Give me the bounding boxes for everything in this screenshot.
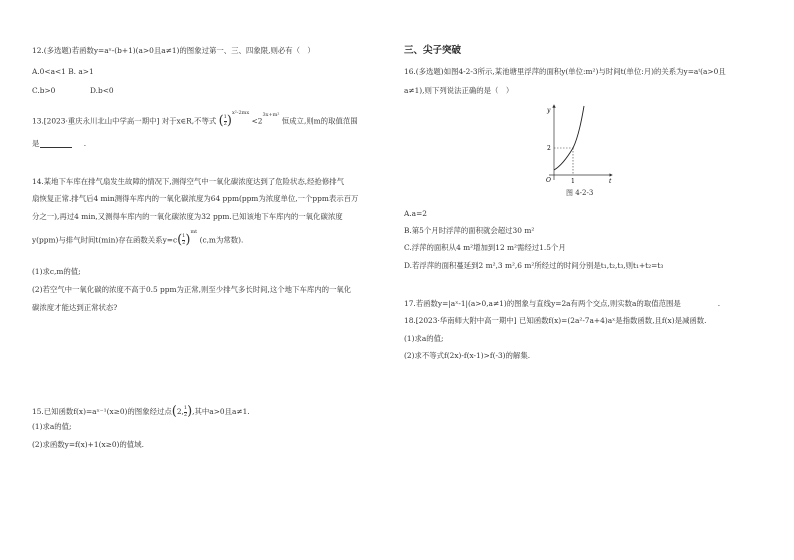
q15-line1: 15.已知函数f(x)=aˣ⁻¹(x≥0)的图象经过点(2, $\frac{1}{2}$ ),其中a>0且a≠1. xyxy=(32,404,250,419)
q13-suffix: 恒成立,则m的取值范围 xyxy=(281,116,358,126)
section-title: 三、尖子突破 xyxy=(404,45,462,56)
q16-option-c: C.浮萍的面积从4 m²增加到12 m²需经过1.5个月 xyxy=(404,243,566,252)
q16-figure-caption: 图 4-2-3 xyxy=(566,189,594,197)
q16-option-a: A.a=2 xyxy=(404,209,427,218)
q12-option-c: C.b>0 xyxy=(32,86,56,95)
figure-tick-x: 1 xyxy=(571,178,575,185)
q13-answer-blank xyxy=(40,147,72,148)
q16-option-b: B.第5个月时浮萍的面积就会超过30 m² xyxy=(404,226,535,235)
q14-line3: 分之一),再过4 min,又测得车库内的一氧化碳浓度为32 ppm.已知该地下车库内的一氧化碳浓度 xyxy=(32,212,343,221)
figure-y-label: y xyxy=(547,107,551,114)
q12-stem: 12.(多选题)若函数y=aˣ-(b+1)(a>0且a≠1)的图象过第一、三、四象限,则必有（ ） xyxy=(32,46,315,55)
q14-sub1: (1)求c,m的值; xyxy=(32,267,81,276)
q18-sub1: (1)求a的值; xyxy=(404,334,444,343)
q15-sub1: (1)求a的值; xyxy=(32,422,72,431)
figure-tick-y: 2 xyxy=(547,145,551,152)
q12-option-d: D.b<0 xyxy=(90,86,114,95)
q16-line1: 16.(多选题)如图4-2-3所示,某池塘里浮萍的面积y(单位:m²)与时间t(单位:月)的关系为y=aᵗ(a>0且 xyxy=(404,67,726,76)
q18-sub2: (2)求不等式f(2x)-f(x-1)>f(-3)的解集. xyxy=(404,351,531,360)
figure-t-label: t xyxy=(609,178,612,185)
q13-line2: 是 . xyxy=(32,139,87,148)
q17-text: 17.若函数y=|aˣ-1|(a>0,a≠1)的图象与直线y=2a有两个交点,则实数a的取值范围是 . xyxy=(404,299,721,308)
q16-option-d: D.若浮萍的面积蔓延到2 m²,3 m²,6 m²所经过的时间分别是t₁,t₂,t₃,则t₁+t₂=t₃ xyxy=(404,261,664,270)
q13-base1: $\frac{1}{2}$ xyxy=(223,114,227,127)
q16-line2: a≠1),则下列说法正确的是（ ） xyxy=(404,86,514,95)
q13-line1: 13.[2023·重庆永川北山中学高一期中] 对于x∈R,不等式 ( $\frac{1}{2}$ )$^{x^2-2mx} <2^{3x+m^2}$ 恒成立,则m的取值范围 xyxy=(32,110,358,129)
q13-exp1: x²-2mx xyxy=(231,110,250,116)
q14-sub2a: (2)若空气中一氧化碳的浓度不高于0.5 ppm为正常,则至少排气多长时间,这个地下车库内的一氧化 xyxy=(32,285,352,294)
q13-exp2: 3x+m² xyxy=(262,112,280,118)
q14-line1: 14.某地下车库在排气扇发生故障的情况下,测得空气中一氧化碳浓度达到了危险状态,经抢修排气 xyxy=(32,177,345,186)
q14-line2: 扇恢复正常.排气后4 min测得车库内的一氧化碳浓度为64 ppm(ppm为浓度单位,一个ppm表示百万 xyxy=(32,194,359,203)
q13-lt: < xyxy=(251,116,258,126)
q16-figure-growth-graph xyxy=(537,100,617,186)
q12-options-ab: A.0<a<1 B. a>1 xyxy=(32,67,94,76)
figure-exponential-curve xyxy=(554,106,584,170)
q14-sub2b: 碳浓度才能达到正常状态? xyxy=(32,303,118,312)
q18-line1: 18.[2023·华南师大附中高一期中] 已知函数f(x)=(2a²-7a+4)aˣ是指数函数,且f(x)是减函数. xyxy=(404,316,707,325)
q13-base2: 2 xyxy=(257,116,263,126)
figure-origin-label: O xyxy=(546,177,551,184)
q14-fraction: $\frac{1}{2}$ xyxy=(182,233,186,246)
q15-sub2: (2)求函数y=f(x)+1(x≥0)的值域. xyxy=(32,440,144,449)
q14-line4: y(ppm)与排气时间t(min)存在函数关系y=c( $\frac{1}{2}$ )$^{mt}$ (c,m为常数). xyxy=(32,229,244,248)
q13-prefix: 13.[2023·重庆永川北山中学高一期中] 对于x∈R,不等式 xyxy=(32,116,217,126)
